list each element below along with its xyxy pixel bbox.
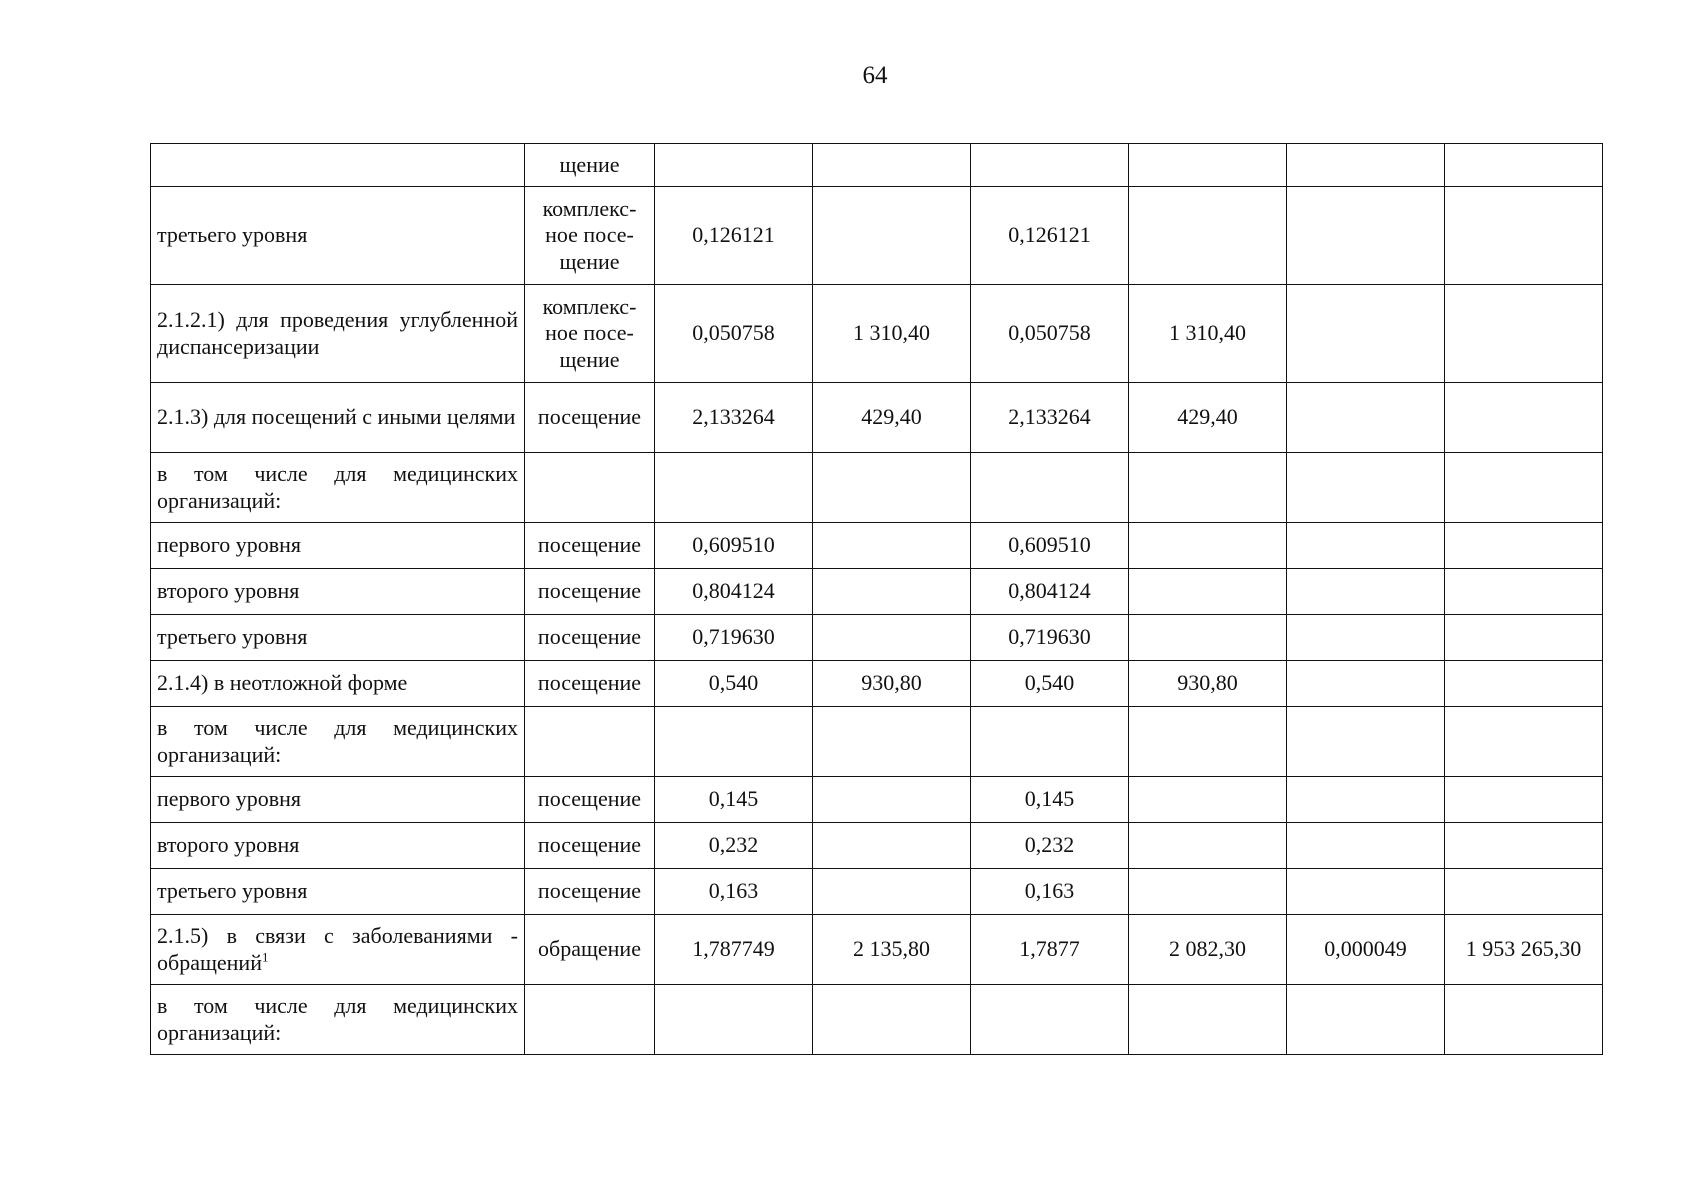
value-cell <box>1287 523 1445 569</box>
data-table <box>150 143 1603 1055</box>
table-row <box>151 453 1603 523</box>
row-unit-cell: посещение <box>525 383 655 453</box>
value-cell <box>1287 869 1445 915</box>
value-cell <box>1445 777 1603 823</box>
table-row <box>151 144 1603 187</box>
row-unit-cell <box>525 453 655 523</box>
row-unit-cell: комплекс-ное посе-щение <box>525 187 655 285</box>
value-cell: 0,163 <box>655 869 813 915</box>
value-cell <box>1287 985 1445 1055</box>
row-name-cell: 2.1.2.1) для проведения углубленной диспансеризации <box>151 285 525 383</box>
value-cell <box>1445 823 1603 869</box>
value-cell: 2,133264 <box>655 383 813 453</box>
row-unit-cell: посещение <box>525 615 655 661</box>
value-cell <box>1445 569 1603 615</box>
value-cell: 0,000049 <box>1287 915 1445 985</box>
row-unit-cell: посещение <box>525 869 655 915</box>
value-cell: 1 953 265,30 <box>1445 915 1603 985</box>
value-cell <box>813 187 971 285</box>
row-unit-cell <box>525 985 655 1055</box>
value-cell <box>1129 144 1287 187</box>
value-cell: 429,40 <box>813 383 971 453</box>
value-cell: 0,232 <box>971 823 1129 869</box>
value-cell: 0,804124 <box>655 569 813 615</box>
value-cell <box>971 144 1129 187</box>
value-cell: 1 310,40 <box>1129 285 1287 383</box>
value-cell <box>1287 383 1445 453</box>
value-cell: 930,80 <box>1129 661 1287 707</box>
row-unit-cell: щение <box>525 144 655 187</box>
value-cell <box>1287 823 1445 869</box>
row-unit-cell: посещение <box>525 661 655 707</box>
row-unit-cell: посещение <box>525 823 655 869</box>
table-row <box>151 869 1603 915</box>
row-name-cell: 2.1.3) для посещений с иными целями <box>151 383 525 453</box>
value-cell <box>971 707 1129 777</box>
value-cell <box>1129 569 1287 615</box>
value-cell <box>813 777 971 823</box>
table-row <box>151 661 1603 707</box>
value-cell <box>1129 187 1287 285</box>
value-cell <box>1129 615 1287 661</box>
row-unit-cell: обращение <box>525 915 655 985</box>
row-name-text: 2.1.5) в связи с заболеваниями - обращений <box>157 923 518 975</box>
value-cell <box>1445 187 1603 285</box>
value-cell <box>813 144 971 187</box>
value-cell <box>813 523 971 569</box>
value-cell <box>655 985 813 1055</box>
value-cell: 930,80 <box>813 661 971 707</box>
value-cell <box>1287 615 1445 661</box>
row-unit-cell: посещение <box>525 523 655 569</box>
value-cell: 2 082,30 <box>1129 915 1287 985</box>
row-name-cell: первого уровня <box>151 523 525 569</box>
value-cell <box>1287 453 1445 523</box>
value-cell <box>655 707 813 777</box>
value-cell <box>1445 869 1603 915</box>
row-name-cell: третьего уровня <box>151 187 525 285</box>
table-row <box>151 615 1603 661</box>
value-cell: 1,7877 <box>971 915 1129 985</box>
value-cell <box>1129 707 1287 777</box>
value-cell: 0,050758 <box>655 285 813 383</box>
value-cell: 0,609510 <box>971 523 1129 569</box>
value-cell: 1,787749 <box>655 915 813 985</box>
table-row <box>151 383 1603 453</box>
value-cell: 2,133264 <box>971 383 1129 453</box>
row-name-cell: в том числе для медицинских организаций: <box>151 453 525 523</box>
value-cell <box>655 453 813 523</box>
value-cell: 0,232 <box>655 823 813 869</box>
value-cell <box>1445 453 1603 523</box>
value-cell: 0,804124 <box>971 569 1129 615</box>
value-cell <box>1287 707 1445 777</box>
value-cell <box>813 707 971 777</box>
value-cell <box>1129 823 1287 869</box>
value-cell: 0,126121 <box>655 187 813 285</box>
table-row <box>151 823 1603 869</box>
value-cell <box>1129 869 1287 915</box>
value-cell: 0,609510 <box>655 523 813 569</box>
value-cell <box>1445 661 1603 707</box>
value-cell: 0,145 <box>971 777 1129 823</box>
table-row <box>151 985 1603 1055</box>
value-cell <box>1287 285 1445 383</box>
value-cell <box>813 615 971 661</box>
value-cell <box>1445 615 1603 661</box>
row-unit-cell: комплекс-ное посе-щение <box>525 285 655 383</box>
value-cell <box>813 569 971 615</box>
value-cell <box>813 453 971 523</box>
value-cell <box>1287 777 1445 823</box>
row-name-cell: третьего уровня <box>151 869 525 915</box>
footnote-marker: 1 <box>261 949 269 965</box>
table-row <box>151 707 1603 777</box>
value-cell <box>1445 285 1603 383</box>
value-cell <box>1445 985 1603 1055</box>
value-cell: 0,145 <box>655 777 813 823</box>
value-cell <box>1445 383 1603 453</box>
value-cell <box>1129 523 1287 569</box>
value-cell: 0,719630 <box>971 615 1129 661</box>
table-row <box>151 915 1603 985</box>
value-cell: 0,540 <box>971 661 1129 707</box>
value-cell <box>655 144 813 187</box>
value-cell <box>1287 187 1445 285</box>
row-name-cell: второго уровня <box>151 569 525 615</box>
value-cell <box>1129 453 1287 523</box>
value-cell <box>1287 144 1445 187</box>
value-cell: 0,163 <box>971 869 1129 915</box>
table-row <box>151 285 1603 383</box>
value-cell <box>813 985 971 1055</box>
row-name-cell: 2.1.4) в неотложной форме <box>151 661 525 707</box>
value-cell: 429,40 <box>1129 383 1287 453</box>
table-row <box>151 777 1603 823</box>
value-cell: 0,126121 <box>971 187 1129 285</box>
value-cell <box>971 985 1129 1055</box>
row-unit-cell: посещение <box>525 777 655 823</box>
row-unit-cell <box>525 707 655 777</box>
value-cell <box>1129 985 1287 1055</box>
value-cell <box>1445 523 1603 569</box>
value-cell <box>813 823 971 869</box>
value-cell <box>971 453 1129 523</box>
row-name-cell <box>151 144 525 187</box>
row-name-cell <box>151 915 525 985</box>
value-cell <box>1287 569 1445 615</box>
page-number: 64 <box>862 62 888 89</box>
row-name-cell: в том числе для медицинских организаций: <box>151 707 525 777</box>
table-row <box>151 523 1603 569</box>
value-cell <box>1445 707 1603 777</box>
value-cell: 0,719630 <box>655 615 813 661</box>
row-name-cell: первого уровня <box>151 777 525 823</box>
value-cell: 0,050758 <box>971 285 1129 383</box>
table-row <box>151 569 1603 615</box>
value-cell <box>813 869 971 915</box>
value-cell <box>1129 777 1287 823</box>
value-cell <box>1445 144 1603 187</box>
row-unit-cell: посещение <box>525 569 655 615</box>
row-name-cell: второго уровня <box>151 823 525 869</box>
row-name-cell: в том числе для медицинских организаций: <box>151 985 525 1055</box>
value-cell: 1 310,40 <box>813 285 971 383</box>
value-cell: 0,540 <box>655 661 813 707</box>
row-name-cell: третьего уровня <box>151 615 525 661</box>
value-cell: 2 135,80 <box>813 915 971 985</box>
table-row <box>151 187 1603 285</box>
value-cell <box>1287 661 1445 707</box>
